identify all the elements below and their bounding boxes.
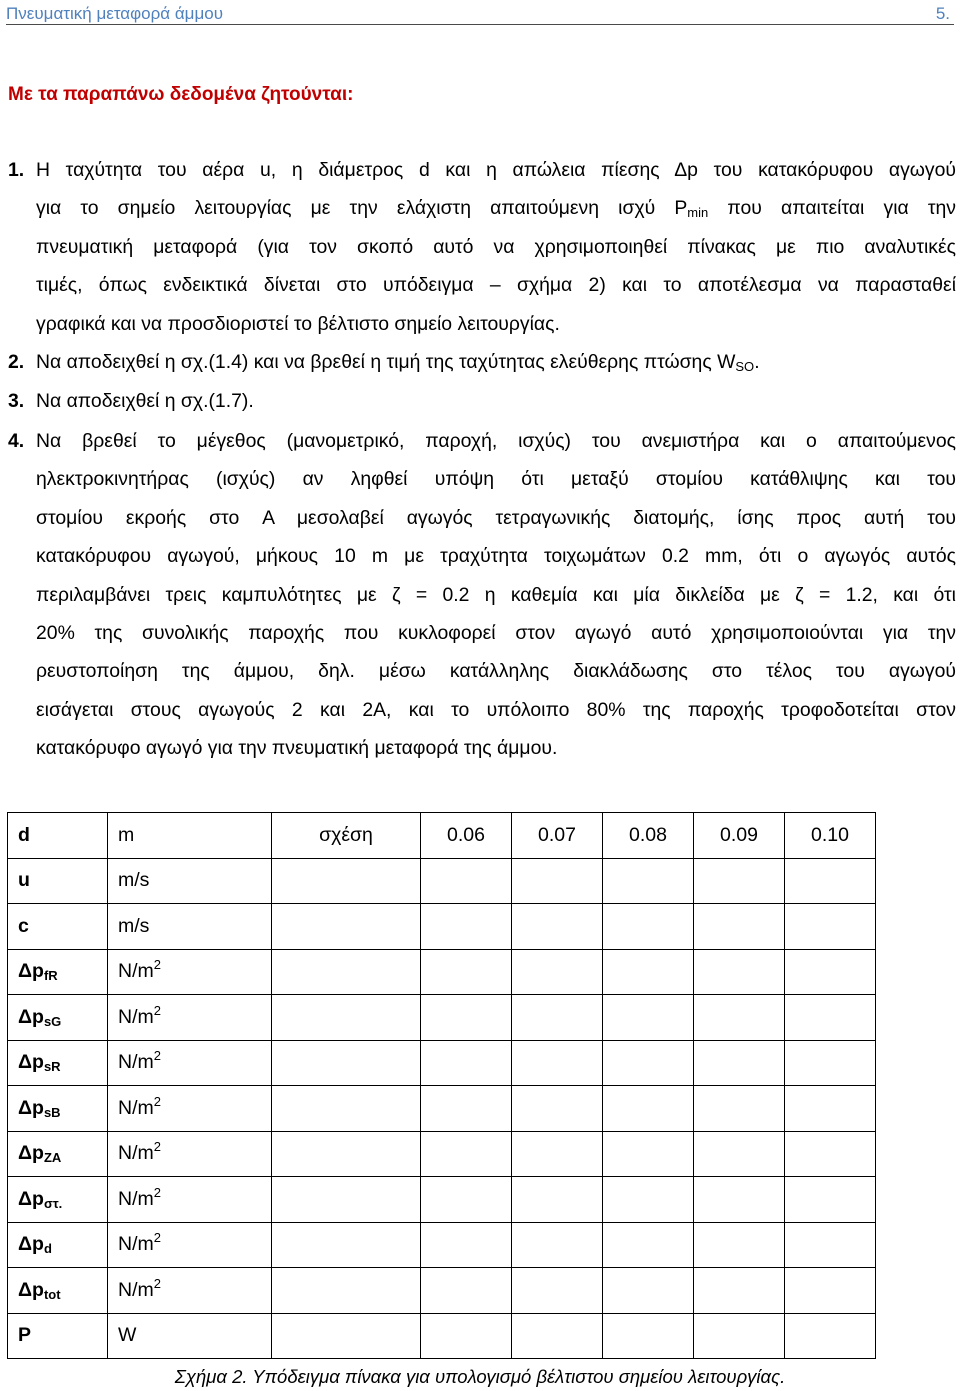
row-value-cell	[694, 1313, 785, 1359]
unit-text: N/m	[118, 1005, 154, 1028]
row-value-cell	[785, 1268, 876, 1314]
row-value-cell	[421, 1222, 512, 1268]
header-value-4: 0.09	[694, 813, 785, 859]
row-relation	[272, 1268, 421, 1314]
row-value-cell	[421, 949, 512, 995]
item-2-text-b: .	[754, 351, 760, 373]
item-1-line-4: τιμές, όπως ενδεικτικά δίνεται στο υπόδειγμα – σχήμα 2) και το αποτέλεσμα να παρασταθεί	[36, 274, 956, 297]
row-value-cell	[603, 858, 694, 904]
item-1-subscript: min	[687, 205, 709, 221]
calculation-table	[7, 812, 876, 1359]
unit-superscript: 2	[153, 1002, 161, 1018]
row-relation	[272, 858, 421, 904]
symbol-text: Δp	[18, 1187, 44, 1210]
table-row	[8, 1177, 876, 1223]
row-relation	[272, 1222, 421, 1268]
item-3	[8, 382, 254, 420]
section-heading: Με τα παραπάνω δεδομένα ζητούνται:	[8, 84, 354, 105]
row-symbol	[8, 1268, 108, 1314]
header-value-2: 0.07	[512, 813, 603, 859]
symbol-subscript: στ.	[43, 1195, 63, 1211]
unit-superscript: 2	[153, 1230, 161, 1246]
header-title: Πνευματική μεταφορά άμμου	[6, 4, 223, 23]
row-value-cell	[694, 1086, 785, 1132]
row-value-cell	[421, 995, 512, 1041]
row-unit	[108, 1268, 272, 1314]
item-3-number: 3.	[8, 390, 25, 412]
row-value-cell	[603, 995, 694, 1041]
header-relation: σχέση	[272, 813, 421, 859]
header-value-1: 0.06	[421, 813, 512, 859]
row-unit	[108, 949, 272, 995]
table-row	[8, 1222, 876, 1268]
row-value-cell	[785, 1131, 876, 1177]
row-symbol	[8, 949, 108, 995]
row-unit	[108, 995, 272, 1041]
table-row	[8, 995, 876, 1041]
row-value-cell	[785, 949, 876, 995]
symbol-subscript: fR	[43, 968, 58, 984]
row-value-cell	[512, 949, 603, 995]
table-row	[8, 1131, 876, 1177]
unit-superscript: 2	[153, 1093, 161, 1109]
symbol-subscript: sB	[43, 1104, 61, 1120]
row-symbol	[8, 1177, 108, 1223]
row-value-cell	[512, 1177, 603, 1223]
item-4-line-3: στομίου εκροής στο A μεσολαβεί αγωγός τετραγωνικής διατομής, ίσης προς αυτή του	[36, 506, 956, 529]
row-unit	[108, 858, 272, 904]
row-unit	[108, 1313, 272, 1359]
row-unit	[108, 1222, 272, 1268]
row-value-cell	[694, 1222, 785, 1268]
item-4-line-5: περιλαμβάνει τρεις καμπυλότητες με ζ = 0.2 η καθεμία και μία δικλείδα με ζ = 1.2, και ότι	[36, 583, 956, 606]
item-3-text: Να αποδειχθεί η σχ.(1.7).	[36, 390, 254, 412]
symbol-subscript: d	[43, 1241, 52, 1257]
row-symbol	[8, 995, 108, 1041]
row-relation	[272, 1086, 421, 1132]
item-4-line-4: κατακόρυφου αγωγού, μήκους 10 m με τραχύτητα τοιχωμάτων 0.2 mm, ότι ο αγωγός αυτός	[36, 545, 956, 568]
row-value-cell	[603, 1086, 694, 1132]
row-value-cell	[603, 1268, 694, 1314]
table-row	[8, 904, 876, 950]
item-1-text-2a: για το σημείο λειτουργίας με την ελάχιστη απαιτούμενη ισχύ P	[36, 197, 688, 220]
row-value-cell	[512, 995, 603, 1041]
page-number: 5.	[935, 4, 950, 23]
row-value-cell	[512, 1268, 603, 1314]
unit-superscript: 2	[153, 1275, 161, 1291]
table-row	[8, 1040, 876, 1086]
row-value-cell	[421, 858, 512, 904]
row-value-cell	[785, 1040, 876, 1086]
item-4-line-8: εισάγεται στους αγωγούς 2 και 2A, και το υπόλοιπο 80% της παροχής τροφοδοτείται στον	[36, 698, 956, 721]
row-value-cell	[512, 1086, 603, 1132]
unit-text: N/m	[118, 1187, 154, 1210]
unit-text: m/s	[118, 914, 150, 937]
table-row	[8, 949, 876, 995]
item-4-text-1: Να βρεθεί το μέγεθος (μανομετρικό, παροχή, ισχύς) του ανεμιστήρα και ο απαιτούμενος	[36, 430, 956, 452]
row-value-cell	[694, 858, 785, 904]
item-1-line-5: γραφικά και να προσδιοριστεί το βέλτιστο σημείο λειτουργίας.	[36, 312, 560, 335]
row-value-cell	[512, 904, 603, 950]
symbol-text: Δp	[18, 1051, 44, 1074]
item-2-text-a: Να αποδειχθεί η σχ.(1.4) και να βρεθεί η τιμή της ταχύτητας ελεύθερης πτώσης W	[36, 351, 736, 373]
item-1-line-1	[8, 151, 956, 189]
row-relation	[272, 904, 421, 950]
unit-text: N/m	[118, 960, 154, 983]
item-1-text-1: Η ταχύτητα του αέρα u, η διάμετρος d και η απώλεια πίεσης Δp του κατακόρυφου αγωγού	[36, 159, 956, 181]
unit-text: N/m	[118, 1142, 154, 1165]
row-unit	[108, 1086, 272, 1132]
row-value-cell	[785, 1086, 876, 1132]
item-4-line-7: ρευστοποίηση της άμμου, δηλ. μέσω κατάλληλης διακλάδωσης στο τέλος του αγωγού	[36, 660, 956, 683]
header-symbol: d	[8, 813, 108, 859]
unit-superscript: 2	[153, 1048, 161, 1064]
row-value-cell	[785, 858, 876, 904]
row-symbol	[8, 904, 108, 950]
row-symbol	[8, 1086, 108, 1132]
symbol-text: Δp	[18, 1233, 44, 1256]
row-value-cell	[421, 1040, 512, 1086]
row-value-cell	[421, 1313, 512, 1359]
item-1-line-2	[8, 189, 956, 227]
symbol-text: Δp	[18, 960, 44, 983]
row-value-cell	[603, 904, 694, 950]
item-2-subscript: SO	[735, 359, 755, 374]
item-4-line-6: 20% της συνολικής παροχής που κυκλοφορεί στον αγωγό αυτό χρησιμοποιούνται για την	[36, 621, 956, 644]
item-1-line-3: πνευματική μεταφορά (για τον σκοπό αυτό να χρησιμοποιηθεί πίνακας με πιο αναλυτικές	[36, 235, 956, 258]
unit-text: N/m	[118, 1233, 154, 1256]
row-value-cell	[785, 995, 876, 1041]
page-header	[6, 2, 954, 25]
row-value-cell	[603, 1313, 694, 1359]
row-value-cell	[785, 1177, 876, 1223]
row-value-cell	[421, 1268, 512, 1314]
row-relation	[272, 1177, 421, 1223]
row-unit	[108, 1177, 272, 1223]
row-value-cell	[694, 949, 785, 995]
header-value-3: 0.08	[603, 813, 694, 859]
header-value-5: 0.10	[785, 813, 876, 859]
unit-text: m/s	[118, 869, 150, 892]
header-unit: m	[108, 813, 272, 859]
row-value-cell	[694, 1040, 785, 1086]
row-unit	[108, 904, 272, 950]
table-row	[8, 1086, 876, 1132]
row-value-cell	[603, 1040, 694, 1086]
unit-superscript: 2	[153, 957, 161, 973]
item-4-line-1	[8, 422, 956, 460]
table-header-row	[8, 813, 876, 859]
row-relation	[272, 995, 421, 1041]
row-relation	[272, 1040, 421, 1086]
row-value-cell	[694, 904, 785, 950]
row-relation	[272, 1131, 421, 1177]
row-value-cell	[603, 1222, 694, 1268]
row-value-cell	[421, 904, 512, 950]
symbol-subscript: sR	[43, 1059, 61, 1075]
row-value-cell	[421, 1131, 512, 1177]
item-4-line-2: ηλεκτροκινητήρας (ισχύς) αν ληφθεί υπόψη ότι μεταξύ στομίου κατάθλιψης και του	[36, 468, 956, 491]
item-1-number: 1.	[8, 159, 25, 181]
item-4	[8, 422, 956, 768]
row-value-cell	[694, 1177, 785, 1223]
row-value-cell	[603, 949, 694, 995]
item-1-text-2b: που απαιτείται για την	[708, 197, 956, 220]
row-relation	[272, 949, 421, 995]
symbol-text: Δp	[18, 1142, 44, 1165]
row-value-cell	[785, 904, 876, 950]
row-value-cell	[603, 1131, 694, 1177]
item-1	[8, 151, 956, 343]
row-unit	[108, 1131, 272, 1177]
unit-text: W	[118, 1324, 137, 1347]
row-symbol	[8, 1313, 108, 1359]
row-symbol	[8, 858, 108, 904]
table-row	[8, 1313, 876, 1359]
symbol-text: c	[18, 914, 29, 937]
item-4-number: 4.	[8, 430, 25, 452]
row-value-cell	[512, 1131, 603, 1177]
item-2	[8, 343, 760, 381]
unit-superscript: 2	[153, 1184, 161, 1200]
row-value-cell	[694, 1131, 785, 1177]
row-relation	[272, 1313, 421, 1359]
symbol-subscript: tot	[43, 1286, 61, 1302]
symbol-text: Δp	[18, 1005, 44, 1028]
symbol-subscript: ZA	[43, 1150, 62, 1166]
row-symbol	[8, 1131, 108, 1177]
row-value-cell	[421, 1177, 512, 1223]
symbol-text: u	[18, 869, 30, 892]
item-2-number: 2.	[8, 351, 25, 373]
unit-superscript: 2	[153, 1139, 161, 1155]
row-value-cell	[694, 1268, 785, 1314]
unit-text: N/m	[118, 1096, 154, 1119]
figure-caption: Σχήμα 2. Υπόδειγμα πίνακα για υπολογισμό βέλτιστου σημείου λειτουργίας.	[174, 1366, 786, 1387]
row-value-cell	[694, 995, 785, 1041]
unit-text: N/m	[118, 1051, 154, 1074]
row-value-cell	[421, 1086, 512, 1132]
row-value-cell	[512, 1040, 603, 1086]
row-unit	[108, 1040, 272, 1086]
item-4-line-9: κατακόρυφο αγωγό για την πνευματική μεταφορά της άμμου.	[36, 737, 558, 760]
row-value-cell	[785, 1222, 876, 1268]
row-symbol	[8, 1222, 108, 1268]
table-row	[8, 1268, 876, 1314]
row-value-cell	[785, 1313, 876, 1359]
row-symbol	[8, 1040, 108, 1086]
symbol-text: Δp	[18, 1096, 44, 1119]
symbol-text: Δp	[18, 1278, 44, 1301]
row-value-cell	[512, 858, 603, 904]
table-row	[8, 858, 876, 904]
symbol-subscript: sG	[43, 1013, 62, 1029]
row-value-cell	[512, 1222, 603, 1268]
symbol-text: P	[18, 1324, 32, 1347]
row-value-cell	[603, 1177, 694, 1223]
unit-text: N/m	[118, 1278, 154, 1301]
row-value-cell	[512, 1313, 603, 1359]
